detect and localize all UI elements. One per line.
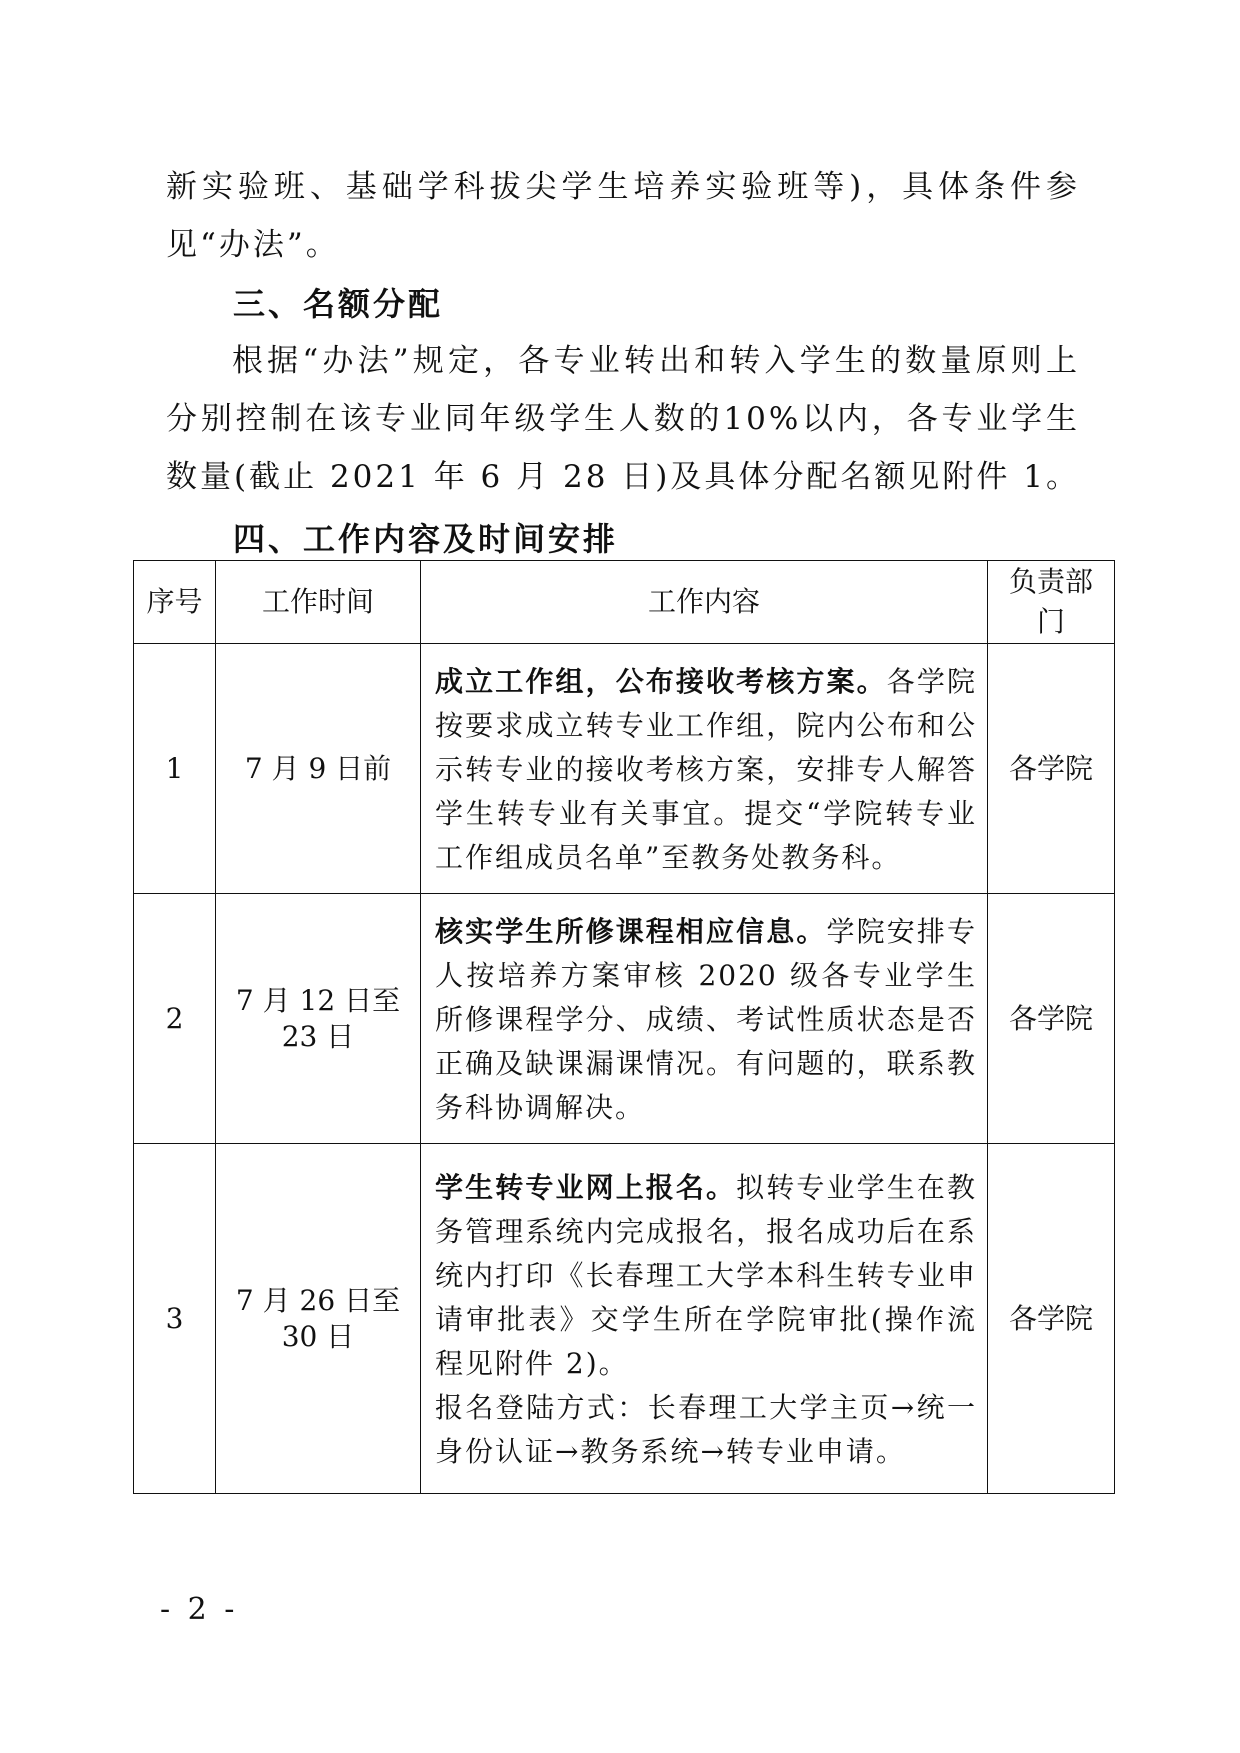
section-3-heading: 三、名额分配 — [233, 285, 444, 323]
row-time: 7 月 12 日至 23 日 — [216, 894, 421, 1144]
row-no: 2 — [134, 894, 216, 1144]
table-row — [134, 1144, 1115, 1494]
row-lead: 成立工作组，公布接收考核方案。 — [435, 664, 887, 698]
row-dept: 各学院 — [988, 894, 1115, 1144]
table-row — [134, 894, 1115, 1144]
row-content — [421, 1144, 988, 1494]
row-content — [421, 644, 988, 894]
header-dept: 负责部门 — [988, 561, 1115, 644]
row-no: 1 — [134, 644, 216, 894]
section-3-paragraph: 根据“办法”规定，各专业转出和转入学生的数量原则上分别控制在该专业同年级学生人数的10%以内，各专业学生数量(截止 2021 年 6 月 28 日)及具体分配名额见附件 1。 — [166, 343, 1080, 495]
section-4-heading: 四、工作内容及时间安排 — [233, 520, 619, 558]
row-lead: 核实学生所修课程相应信息。 — [435, 914, 827, 948]
row-content — [421, 894, 988, 1144]
header-no: 序号 — [134, 561, 216, 644]
header-time: 工作时间 — [216, 561, 421, 644]
row-detail: 各学院按要求成立转专业工作组，院内公布和公示转专业的接收考核方案，安排专人解答学生转专业有关事宜。提交“学院转专业工作组成员名单”至教务处教务科。 — [435, 664, 977, 874]
row-dept: 各学院 — [988, 1144, 1115, 1494]
table-row — [134, 644, 1115, 894]
row-note: 报名登陆方式：长春理工大学主页→统一身份认证→教务系统→转专业申请。 — [435, 1390, 977, 1468]
row-time: 7 月 26 日至 30 日 — [216, 1144, 421, 1494]
page-number: - 2 - — [160, 1592, 239, 1627]
row-lead: 学生转专业网上报名。 — [435, 1170, 737, 1204]
table-header-row — [134, 561, 1115, 644]
header-content: 工作内容 — [421, 561, 988, 644]
schedule-table — [133, 560, 1115, 1494]
row-dept: 各学院 — [988, 644, 1115, 894]
row-time: 7 月 9 日前 — [216, 644, 421, 894]
row-detail: 拟转专业学生在教务管理系统内完成报名，报名成功后在系统内打印《长春理工大学本科生转专业申请审批表》交学生所在学院审批(操作流程见附件 2)。 — [435, 1170, 977, 1380]
row-no: 3 — [134, 1144, 216, 1494]
row-detail: 学院安排专人按培养方案审核 2020 级各专业学生所修课程学分、成绩、考试性质状态是否正确及缺课漏课情况。有问题的，联系教务科协调解决。 — [435, 914, 977, 1124]
intro-paragraph: 新实验班、基础学科拔尖学生培养实验班等)，具体条件参见“办法”。 — [166, 169, 1080, 263]
